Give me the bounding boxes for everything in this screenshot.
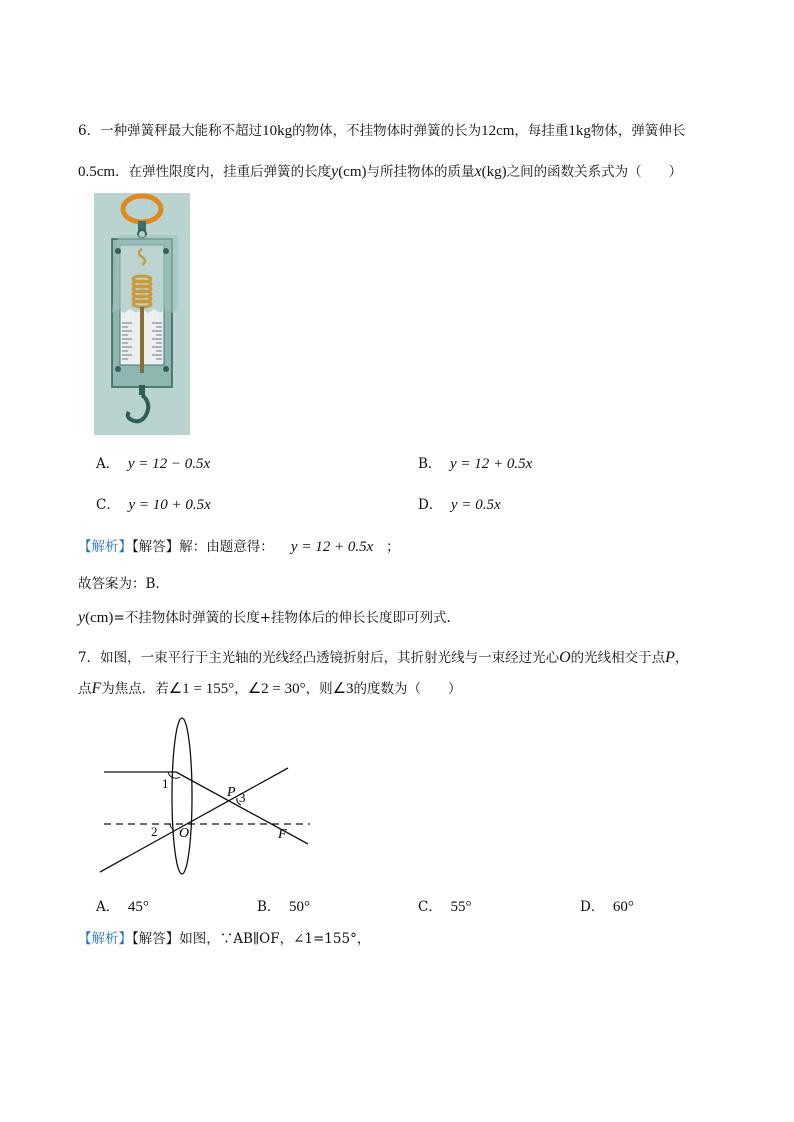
label-P: P: [227, 785, 236, 800]
label-O: O: [179, 826, 190, 841]
q6-line-1: 6．一种弹簧秤最大能称不超过10kg的物体，不挂物体时弹簧的长为12cm，每挂重1kg物体，弹簧伸长: [78, 123, 686, 139]
q6-note: y(cm)=不挂物体时弹簧的长度+挂物体后的伸长长度即可列式.: [78, 609, 451, 626]
q7-line-1: 7．如图，一束平行于主光轴的光线经凸透镜折射后，其折射光线与一束经过光心O的光线相交于点P，: [78, 649, 689, 666]
q6-answer-line: 【解析】【解答】解：由题意得： y = 12 + 0.5x ；: [78, 539, 400, 555]
q6-option-b[interactable]: B． y = 12 + 0.5x: [418, 456, 533, 472]
q6-conclusion: 故答案为：B.: [78, 576, 160, 592]
q7-option-d[interactable]: D． 60°: [580, 899, 634, 915]
lens-diagram: [96, 710, 318, 880]
q6-option-c[interactable]: C． y = 10 + 0.5x: [96, 497, 211, 513]
spring-scale-figure: [94, 193, 190, 435]
label-1: 1: [162, 776, 169, 791]
q7-option-a[interactable]: A． 45°: [96, 899, 149, 915]
convex-lens: [172, 718, 192, 874]
center-ray: [100, 768, 288, 872]
q6-line-2: 0.5cm．在弹性限度内，挂重后弹簧的长度y(cm)与所挂物体的质量x(kg)之间的函数关系式为（ ）: [78, 163, 683, 180]
q6-option-d[interactable]: D． y = 0.5x: [418, 497, 501, 513]
q7-line-2: 点F为焦点．若∠1 = 155°，∠2 = 30°，则∠3的度数为（ ）: [78, 680, 462, 697]
label-2: 2: [151, 824, 158, 839]
label-3: 3: [239, 790, 246, 805]
q6-option-a[interactable]: A． y = 12 − 0.5x: [96, 456, 211, 472]
q7-answer-line: 【解析】【解答】如图，∵AB∥OF，∠1=155°，: [78, 931, 371, 947]
q7-option-b[interactable]: B． 50°: [257, 899, 311, 915]
refracted-ray: [176, 772, 308, 844]
label-F: F: [278, 827, 287, 842]
q7-option-c[interactable]: C． 55°: [418, 899, 472, 915]
spring-coil: [133, 276, 151, 307]
